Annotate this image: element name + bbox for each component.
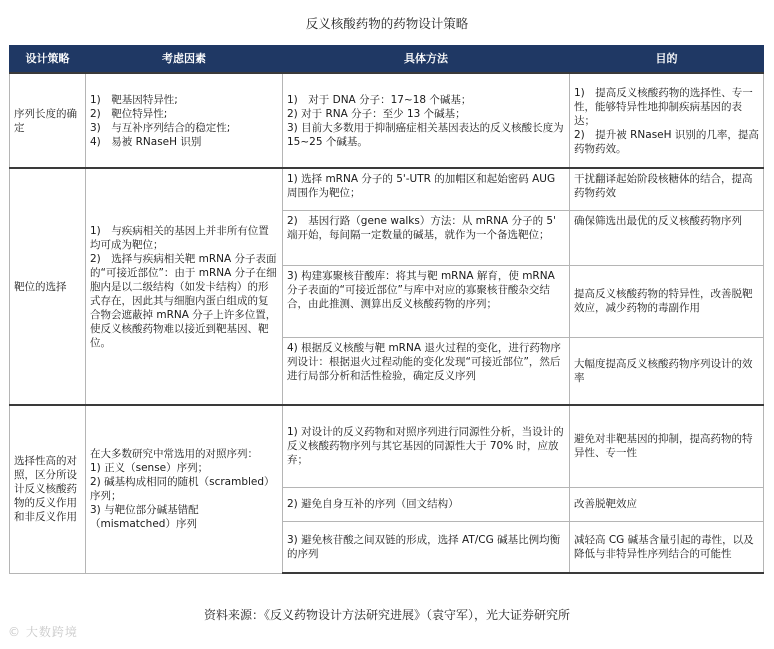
purpose-cell: 大幅度提高反义核酸药物序列设计的效率: [570, 337, 764, 405]
watermark-logo: [8, 623, 78, 640]
factor-item: 1) 与疾病相关的基因上并非所有位置均可成为靶位；: [90, 224, 269, 251]
header-factors: 考虑因素: [86, 46, 283, 74]
method-cell: 3) 构建寡聚核苷酸库：将其与靶 mRNA 解育，使 mRNA 分子表面的“可接近部位”与库中对应的寡聚核苷酸杂交结合，由此推测、测算出反义核酸药物的序列；: [283, 265, 570, 337]
header-purpose: 目的: [570, 46, 764, 74]
strategy-table: [9, 45, 764, 574]
factor-item: 2) 选择与疾病相关靶 mRNA 分子表面的“可接近部位”：由于 mRNA 分子在细胞内是以二级结构（如发卡结构）的形式存在，因此其与细胞内蛋白组成的复合物会遮蔽掉 mRNA 分子上许多位置，使反义核酸药物难以接近到靶基因、靶位。: [90, 252, 277, 349]
watermark-text: 大数跨境: [25, 625, 78, 639]
factor-item: 1) 正义（sense）序列；: [90, 462, 209, 475]
table-row: [10, 73, 764, 168]
factor-item: 3) 与靶位部分碱基错配（mismatched）序列: [90, 504, 199, 531]
factor-item: 4) 易被 RNaseH 识别: [90, 135, 202, 148]
table-row: [10, 405, 764, 487]
header-row: [10, 46, 764, 74]
factors-cell: [86, 73, 283, 168]
purpose-cell: 减轻高 CG 碱基含量引起的毒性，以及降低与非特异性序列结合的可能性: [570, 521, 764, 573]
factor-item: 1) 靶基因特异性;: [90, 93, 178, 106]
factor-item: 2) 碱基构成相同的随机（scrambled）序列；: [90, 476, 275, 503]
factor-item: 2) 靶位特异性;: [90, 107, 168, 120]
purpose-cell: 改善脱靶效应: [570, 487, 764, 521]
table-title: 反义核酸药物的药物设计策略: [305, 16, 469, 31]
strategy-cell: 靶位的选择: [10, 168, 86, 405]
method-line: 1) 对于 DNA 分子：17~18 个碱基；: [287, 93, 472, 106]
method-cell: 3) 避免核苷酸之间双链的形成，选择 AT/CG 碱基比例均衡的序列: [283, 521, 570, 573]
source-note: 资料来源：《反义药物设计方法研究进展》（袁守军），光大证券研究所: [203, 608, 570, 622]
purpose-line: 2) 提升被 RNaseH 识别的几率，提高药物药效。: [574, 128, 759, 155]
purpose-cell: 提高反义核酸药物的特异性，改善脱靶效应，减少药物的毒副作用: [570, 265, 764, 337]
purpose-cell: [570, 73, 764, 168]
method-cell: [283, 73, 570, 168]
header-methods: 具体方法: [283, 46, 570, 74]
factor-item: 3) 与互补序列结合的稳定性;: [90, 121, 231, 134]
purpose-cell: 避免对非靶基因的抑制，提高药物的特异性、专一性: [570, 405, 764, 487]
purpose-cell: 干扰翻译起始阶段核糖体的结合，提高药物药效: [570, 168, 764, 210]
strategy-cell: 序列长度的确定: [10, 73, 86, 168]
watermark-icon: ©: [8, 625, 21, 639]
method-line: 3) 目前大多数用于抑制癌症相关基因表达的反义核酸长度为 15~25 个碱基。: [287, 121, 564, 148]
method-cell: 4) 根据反义核酸与靶 mRNA 退火过程的变化，进行药物序列设计：根据退火过程动能的变化发现“可接近部位”，然后进行局部分析和活性检验，确定反义序列: [283, 337, 570, 405]
purpose-line: 1) 提高反义核酸药物的选择性、专一性，能够特异性地抑制疾病基因的表达；: [574, 86, 753, 127]
header-strategy: 设计策略: [10, 46, 86, 74]
factors-cell: [86, 405, 283, 573]
strategy-cell: 选择性高的对照，区分所设计反义核酸药物的反义作用和非反义作用: [10, 405, 86, 573]
method-cell: 2) 基因行路（gene walks）方法：从 mRNA 分子的 5' 端开始，每间隔一定数量的碱基，就作为一个备选靶位；: [283, 210, 570, 265]
method-cell: 1) 对设计的反义药物和对照序列进行同源性分析，当设计的反义核酸药物序列与其它基因的同源性大于 70% 时，应放弃；: [283, 405, 570, 487]
factors-cell: [86, 168, 283, 405]
method-line: 2) 对于 RNA 分子：至少 13 个碱基；: [287, 107, 466, 120]
factor-item: 在大多数研究中常选用的对照序列：: [90, 448, 258, 461]
table-row: [10, 168, 764, 210]
purpose-cell: 确保筛选出最优的反义核酸药物序列: [570, 210, 764, 265]
method-cell: 1) 选择 mRNA 分子的 5'-UTR 的加帽区和起始密码 AUG 周围作为靶位；: [283, 168, 570, 210]
method-cell: 2) 避免自身互补的序列（回文结构）: [283, 487, 570, 521]
